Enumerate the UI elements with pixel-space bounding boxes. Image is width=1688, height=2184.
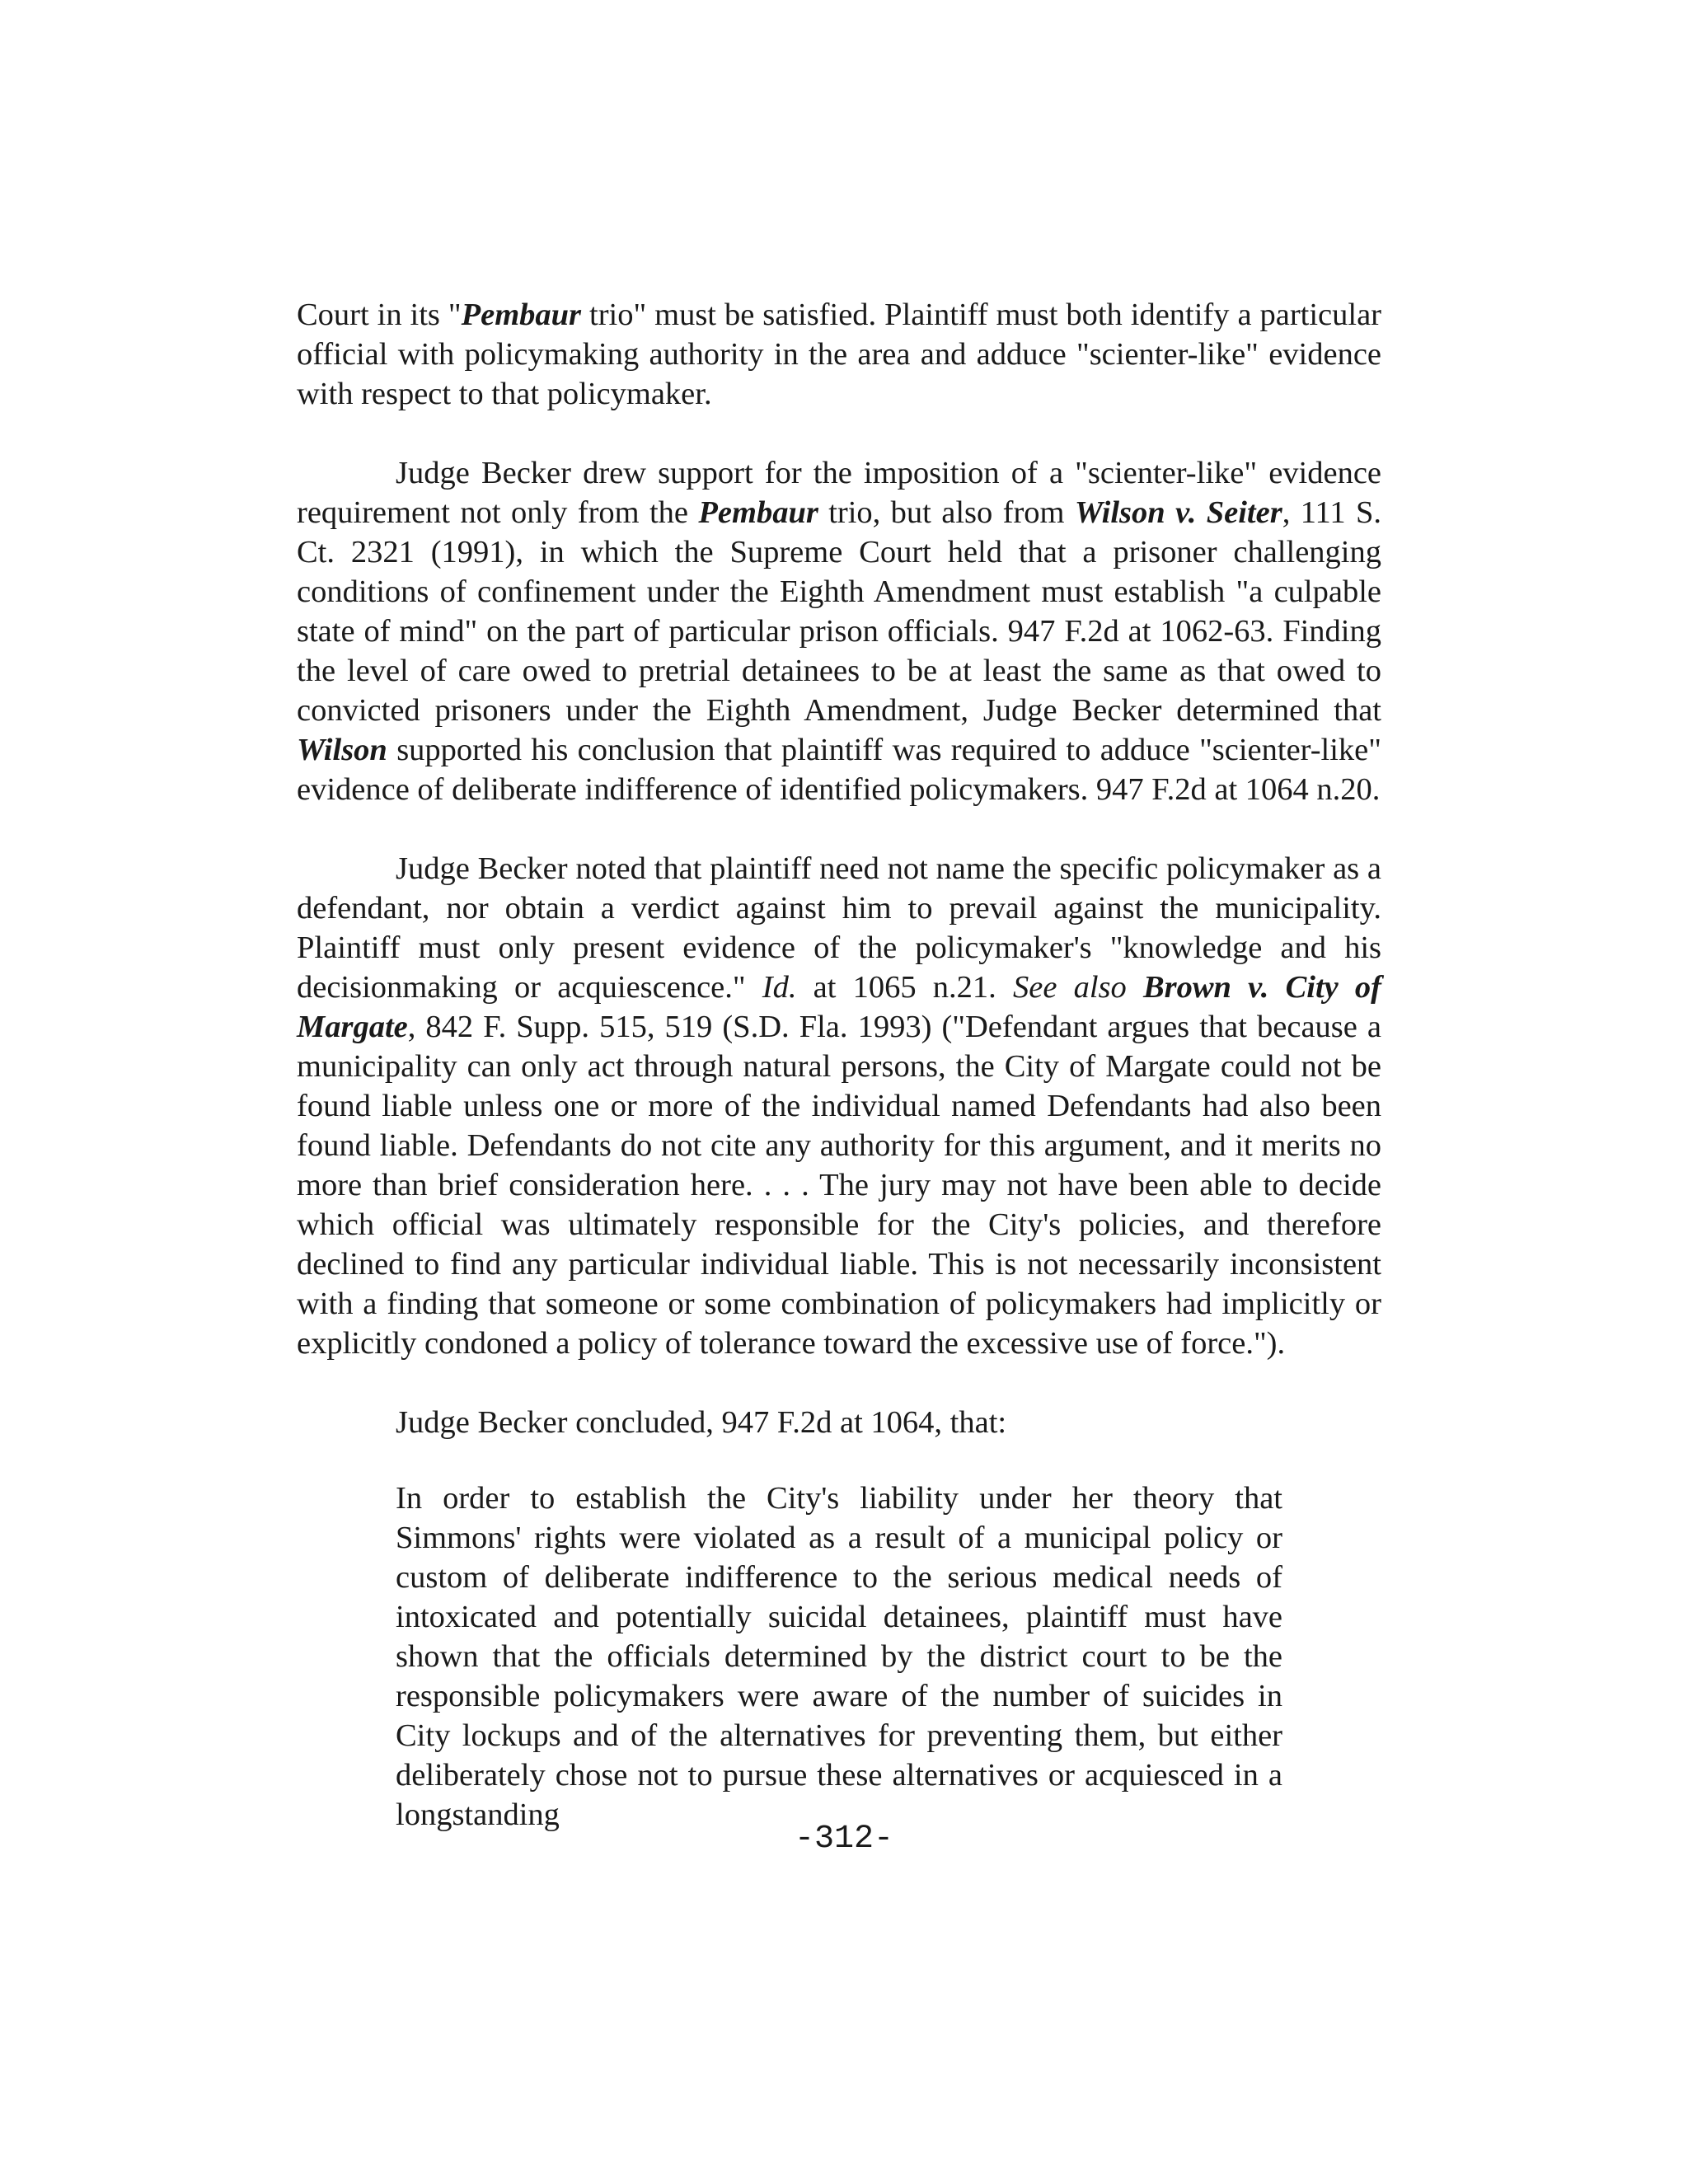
- page-number: -312-: [794, 1821, 894, 1858]
- text-run: Court in its ": [297, 298, 462, 332]
- text-run: Judge Becker noted that plaintiff need not name the specific policymaker as a defendant, nor obtain a verdict against him to prevail against the municipality. Plaintiff must only present evidence of the policymaker's "knowledge and his decisionmaking or acquiescence.": [297, 851, 1381, 1005]
- text-run: [1127, 970, 1143, 1005]
- block-quote: [396, 1479, 1282, 1835]
- paragraph-2: [297, 453, 1381, 809]
- case-name: Wilson: [297, 733, 387, 767]
- paragraph-3: [297, 849, 1381, 1363]
- case-name: Pembaur: [698, 495, 818, 530]
- text-run: supported his conclusion that plaintiff was required to adduce "scienter-like" evidence of deliberate indifference of identified policymakers. 947 F.2d at 1064 n.20.: [297, 733, 1381, 807]
- citation-signal: Id.: [762, 970, 797, 1005]
- case-name: Brown v. City of Margate: [297, 970, 1381, 1044]
- text-run: trio" must be satisfied. Plaintiff must both identify a particular official with policymaking authority in the area and adduce "scienter-like" evidence with respect to that policymaker.: [297, 298, 1381, 411]
- citation-signal: See also: [1012, 970, 1127, 1005]
- text-run: , 111 S. Ct. 2321 (1991), in which the Supreme Court held that a prisoner challenging conditions of confinement under the Eighth Amendment must establish "a culpable state of mind" on the part of particular prison officials. 947 F.2d at 1062-63. Finding the level of care owed to pretrial detainees to be at least the same as that owed to convicted prisoners under the Eighth Amendment, Judge Becker determined that: [297, 495, 1382, 728]
- text-run: Judge Becker drew support for the imposition of a "scienter-like" evidence requirement not only from the: [297, 456, 1381, 530]
- case-name: Pembaur: [461, 298, 582, 332]
- page-body: [297, 295, 1381, 1835]
- block-quote-lead: Judge Becker concluded, 947 F.2d at 1064, that:: [396, 1405, 1007, 1440]
- block-quote-text: In order to establish the City's liability under her theory that Simmons' rights were violated as a result of a municipal policy or custom of deliberate indifference to the serious medical needs of intoxicated and potentially suicidal detainees, plaintiff must have shown that the officials determined by the district court to be the responsible policymakers were aware of the number of suicides in City lockups and of the alternatives for preventing them, but either deliberately chose not to pursue these alternatives or acquiesced in a longstanding: [396, 1481, 1282, 1832]
- text-run: trio, but also from: [818, 495, 1075, 530]
- paragraph-1: [297, 295, 1381, 414]
- case-name: Wilson v. Seiter: [1074, 495, 1282, 530]
- text-run: at 1065 n.21.: [796, 970, 1013, 1005]
- text-run: , 842 F. Supp. 515, 519 (S.D. Fla. 1993) ("Defendant argues that because a municipality can only act through natural persons, the City of Margate could not be found liable unless one or more of the individual named Defendants had also been found liable. Defendants do not cite any authority for this argument, and it merits no more than brief consideration here. . . . The jury may not have been able to decide which official was ultimately responsible for the City's policies, and therefore declined to find any particular individual liable. This is not necessarily inconsistent with a finding that someone or some combination of policymakers had implicitly or explicitly condoned a policy of tolerance toward the excessive use of force.").: [297, 1010, 1381, 1361]
